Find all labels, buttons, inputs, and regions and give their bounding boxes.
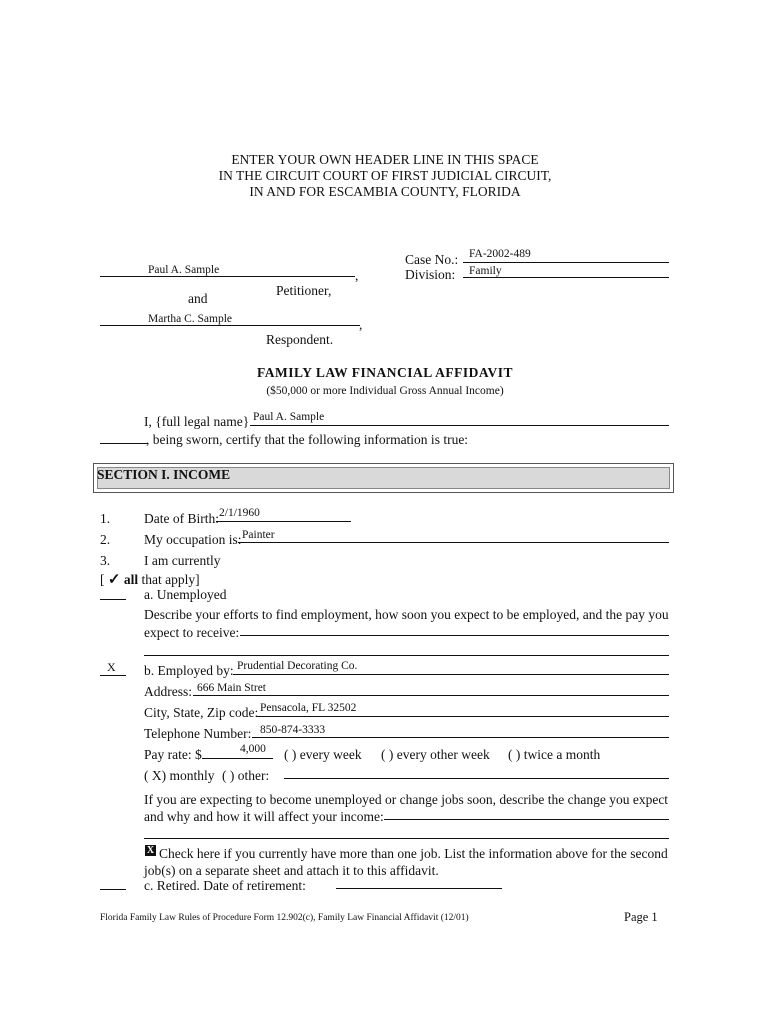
address-label: Address: xyxy=(144,684,192,699)
occupation-line xyxy=(238,542,669,543)
other-line[interactable] xyxy=(284,778,669,779)
petitioner-name[interactable]: Paul A. Sample xyxy=(148,264,220,276)
city-line xyxy=(256,716,669,717)
court-header-line-1: ENTER YOUR OWN HEADER LINE IN THIS SPACE xyxy=(231,152,539,167)
address-line xyxy=(193,695,669,696)
case-no-line xyxy=(463,262,669,263)
dob-label: Date of Birth: xyxy=(144,511,219,526)
unemployed-check-line[interactable] xyxy=(100,599,126,600)
case-no-value[interactable]: FA-2002-489 xyxy=(469,248,531,260)
section-1-title: SECTION I. INCOME xyxy=(97,467,231,482)
multi-job-checkbox[interactable]: X xyxy=(146,845,155,856)
payrate-value[interactable]: 4,000 xyxy=(240,743,266,755)
unemployed-answer-line-1[interactable] xyxy=(240,635,669,636)
unemployed-desc-1: Describe your efforts to find employment, how soon you expect to be employed, and the pay you xyxy=(144,607,669,622)
change-answer-line-1[interactable] xyxy=(384,819,669,820)
phone-line xyxy=(252,737,669,738)
oath-name-line xyxy=(250,425,669,426)
respondent-line xyxy=(100,325,360,326)
address-value[interactable]: 666 Main Stret xyxy=(197,682,266,694)
unemployed-answer-line-2[interactable] xyxy=(144,655,669,656)
petitioner-comma: , xyxy=(355,268,359,283)
other-option[interactable]: ( ) other: xyxy=(222,768,270,783)
oath-name-value[interactable]: Paul A. Sample xyxy=(253,411,325,423)
form-title: FAMILY LAW FINANCIAL AFFIDAVIT xyxy=(257,365,513,380)
change-answer-line-2[interactable] xyxy=(144,838,669,839)
phone-label: Telephone Number: xyxy=(144,726,252,741)
monthly-option[interactable]: ( X) monthly xyxy=(144,768,215,783)
retirement-date-line[interactable] xyxy=(336,888,502,889)
employed-mark[interactable]: X xyxy=(107,660,116,674)
division-value[interactable]: Family xyxy=(469,265,502,277)
apply-rest: that apply] xyxy=(141,572,200,587)
payrate-label: Pay rate: $ xyxy=(144,747,202,762)
change-desc-2: and why and how it will affect your income: xyxy=(144,809,384,824)
oath-prefix: I, {full legal name} xyxy=(144,414,250,429)
employer-value[interactable]: Prudential Decorating Co. xyxy=(237,660,358,672)
court-header-line-2: IN THE CIRCUIT COURT OF FIRST JUDICIAL CIRCUIT, xyxy=(218,168,552,183)
respondent-comma: , xyxy=(359,317,363,332)
city-label: City, State, Zip code: xyxy=(144,705,259,720)
dob-value[interactable]: 2/1/1960 xyxy=(219,507,260,519)
employed-check-line xyxy=(100,675,126,676)
unemployed-label: a. Unemployed xyxy=(144,587,227,602)
form-subtitle: ($50,000 or more Individual Gross Annual Income) xyxy=(266,385,504,397)
phone-value[interactable]: 850-874-3333 xyxy=(260,724,326,736)
oath-statement: , being sworn, certify that the following information is true: xyxy=(146,432,469,447)
case-no-label: Case No.: xyxy=(405,252,459,267)
currently-label: I am currently xyxy=(144,553,221,568)
city-value[interactable]: Pensacola, FL 32502 xyxy=(260,702,357,714)
footer-form-text: Florida Family Law Rules of Procedure Form 12.902(c), Family Law Financial Affidavit (12/01) xyxy=(100,913,469,923)
occupation-label: My occupation is: xyxy=(144,532,242,547)
respondent-label: Respondent. xyxy=(266,332,334,347)
apply-all: all xyxy=(123,572,139,587)
court-header-line-3: IN AND FOR ESCAMBIA COUNTY, FLORIDA xyxy=(249,184,521,199)
checkmark-icon: ✓ xyxy=(107,572,121,588)
item-2-number: 2. xyxy=(100,532,111,547)
division-line xyxy=(463,277,669,278)
dob-line xyxy=(216,521,351,522)
unemployed-desc-2: expect to receive: xyxy=(144,625,240,640)
and-label: and xyxy=(188,291,208,306)
employer-line xyxy=(233,674,669,675)
section-1-header xyxy=(93,463,674,493)
item-3-number: 3. xyxy=(100,553,111,568)
division-label: Division: xyxy=(405,267,456,282)
item-1-number: 1. xyxy=(100,511,111,526)
multi-job-text-1: Check here if you currently have more than one job. List the information above for the second xyxy=(159,846,668,861)
apply-bracket: [ xyxy=(100,572,105,587)
multi-job-text-2: job(s) on a separate sheet and attach it to this affidavit. xyxy=(144,863,439,878)
twice-month-option[interactable]: ( ) twice a month xyxy=(508,747,601,762)
oath-initial-line xyxy=(100,443,148,444)
employed-label: b. Employed by: xyxy=(144,663,234,678)
every-week-option[interactable]: ( ) every week xyxy=(284,747,362,762)
occupation-value[interactable]: Painter xyxy=(242,529,275,541)
petitioner-line xyxy=(100,276,355,277)
page-number: Page 1 xyxy=(624,910,658,924)
petitioner-label: Petitioner, xyxy=(276,283,332,298)
respondent-name[interactable]: Martha C. Sample xyxy=(148,313,232,325)
retired-label: c. Retired. Date of retirement: xyxy=(144,878,306,893)
change-desc-1: If you are expecting to become unemployed or change jobs soon, describe the change you expect xyxy=(144,792,669,807)
retired-check-line[interactable] xyxy=(100,889,126,890)
every-other-week-option[interactable]: ( ) every other week xyxy=(381,747,490,762)
payrate-line xyxy=(202,758,273,759)
